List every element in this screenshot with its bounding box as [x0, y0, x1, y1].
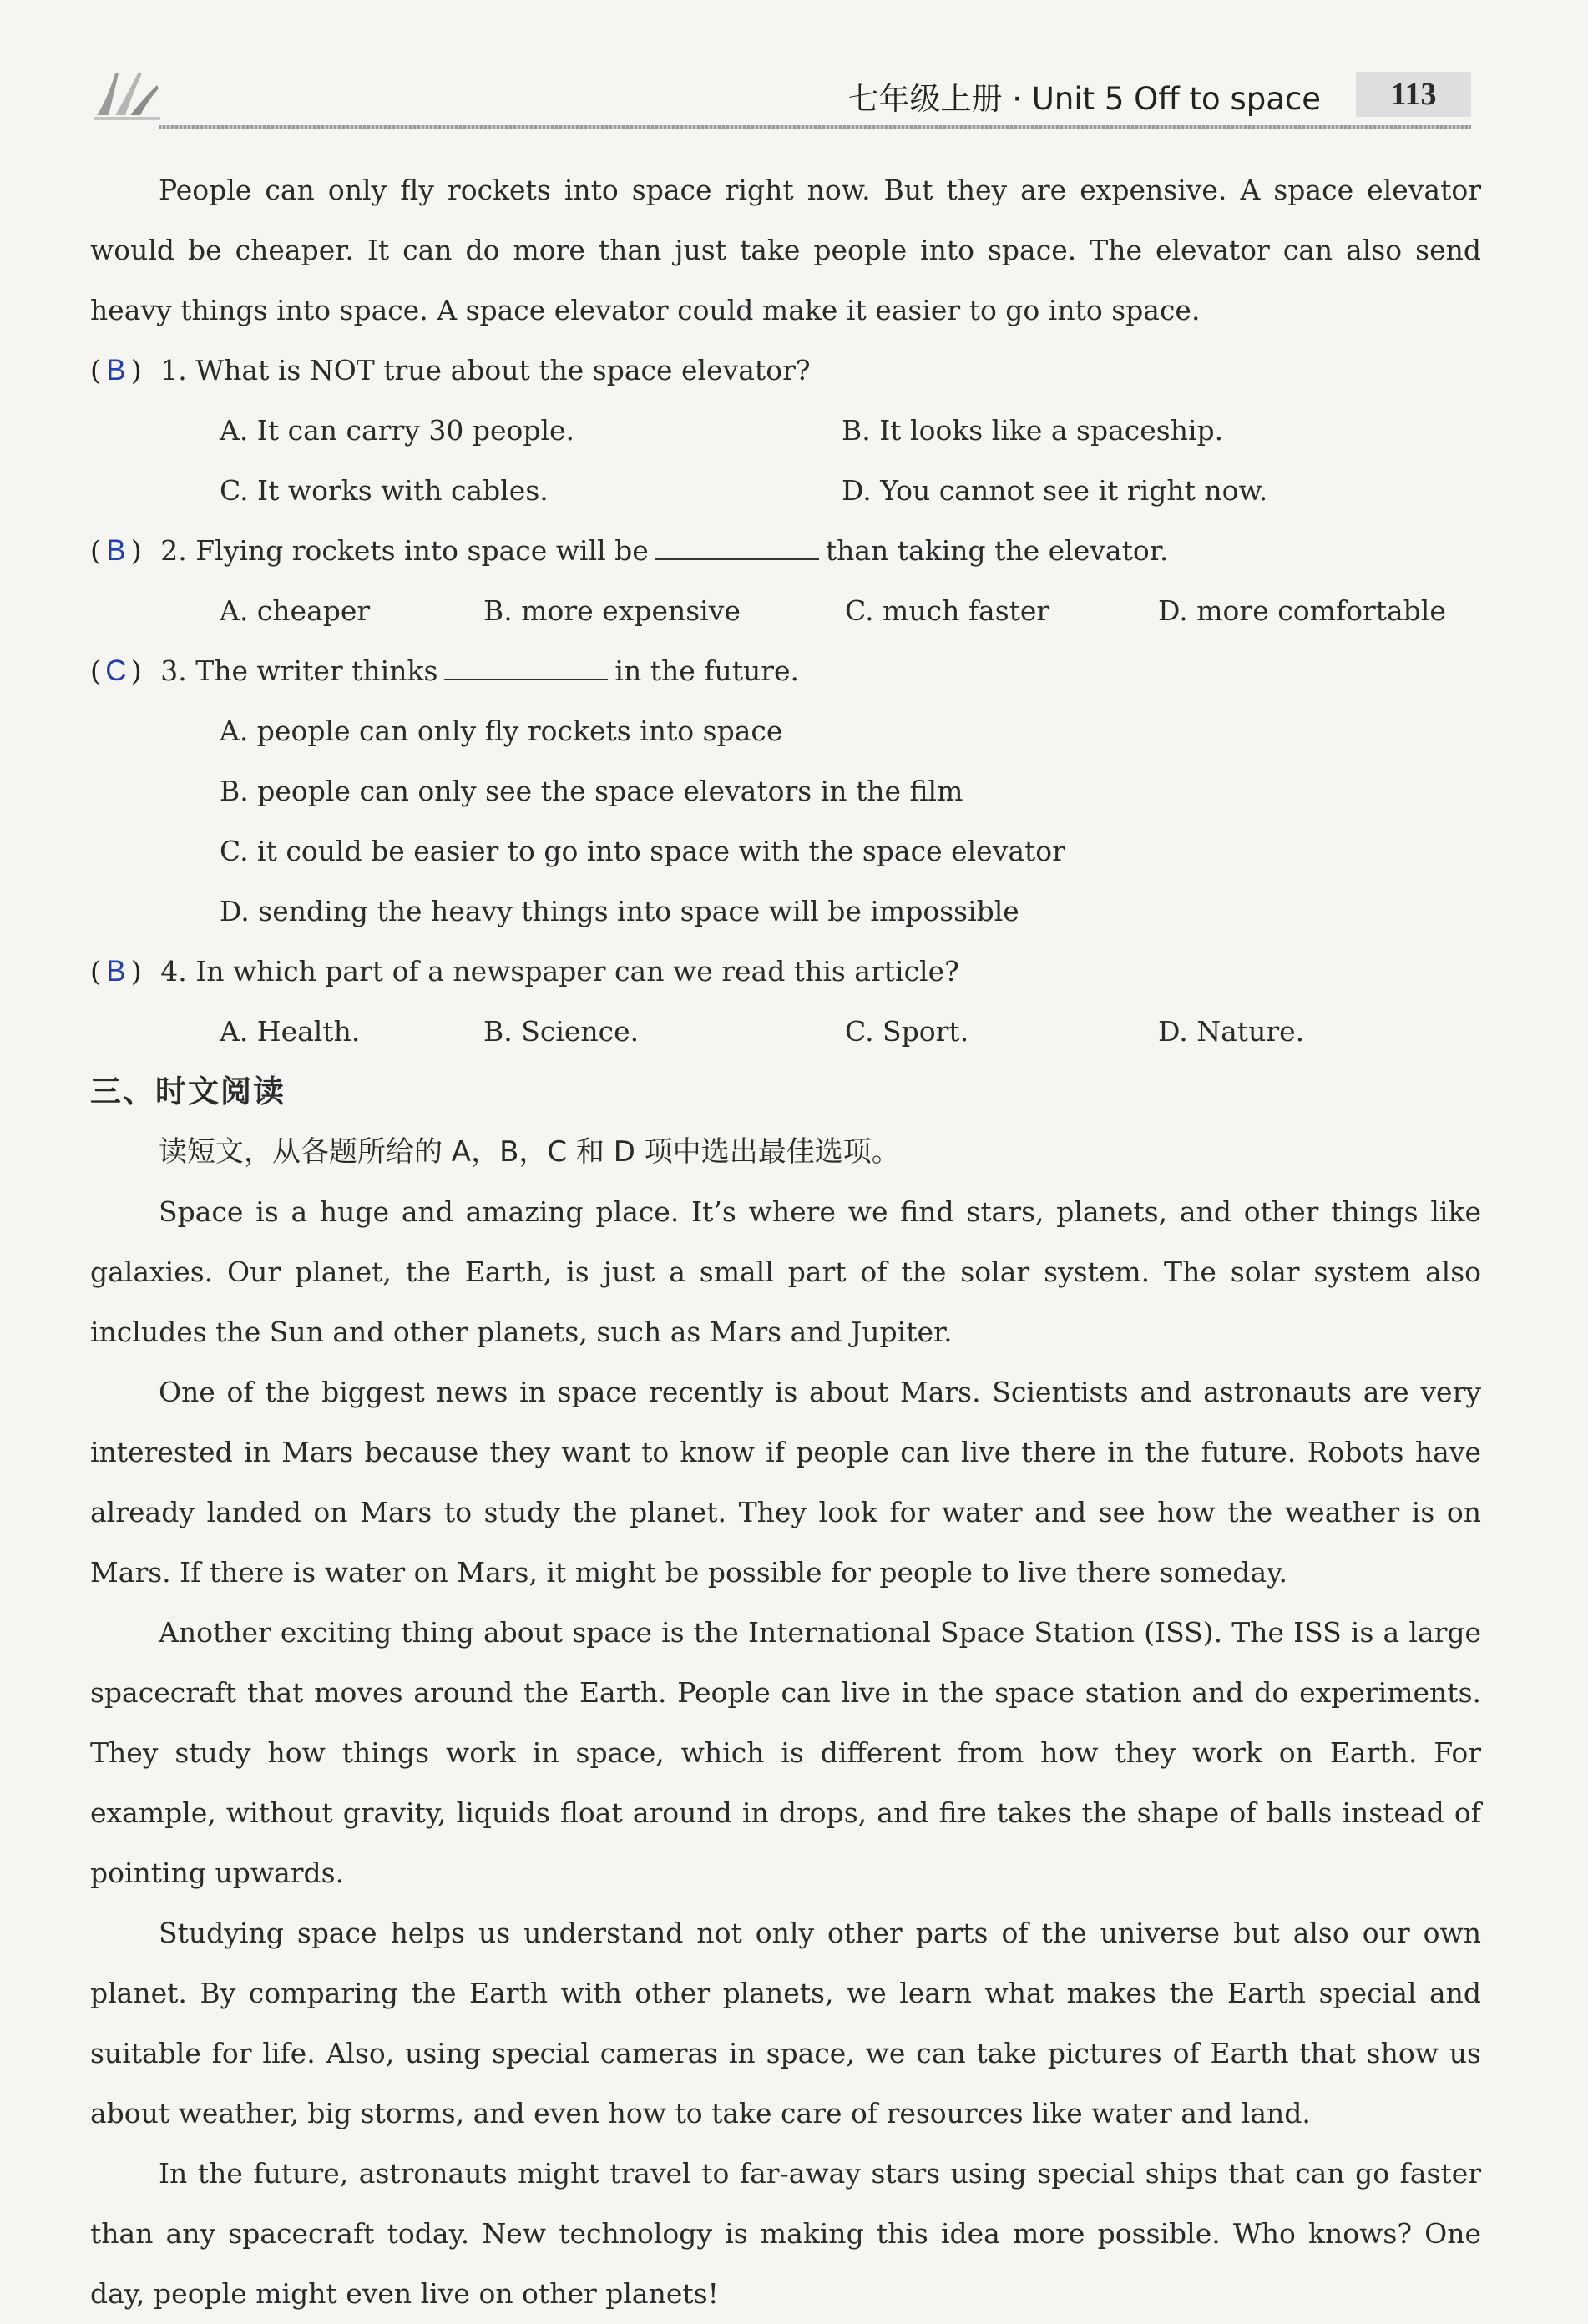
question-4 [90, 942, 1481, 1062]
option-a: A. people can only fly rockets into space [220, 715, 783, 747]
question-3 [90, 641, 1481, 942]
article-paragraph-2: One of the biggest news in space recently is about Mars. Scientists and astronauts are very interested in Mars because they want to know if people can live there in the future. Robots have already landed on Mars to study the planet. They look for water and see how the weather is on Mars. If there is water on Mars, it might be possible for people to live there someday. [90, 1376, 1481, 1589]
answer-mark: B [106, 534, 126, 567]
open-paren: ( [90, 654, 101, 687]
question-1 [90, 341, 1481, 521]
option-c: C. much faster [845, 594, 1050, 627]
question-stem [90, 521, 1481, 581]
question-text-after: in the future. [614, 654, 800, 687]
open-paren: ( [90, 534, 101, 567]
option-row [90, 461, 1481, 521]
answer-mark: C [105, 654, 127, 687]
question-text: In which part of a newspaper can we read this article? [195, 955, 959, 988]
option-b: B. more expensive [483, 594, 741, 627]
option-b: B. people can only see the space elevators in the film [220, 775, 963, 807]
question-text: What is NOT true about the space elevator? [195, 354, 811, 386]
close-paren: ) [130, 955, 142, 988]
question-stem [90, 942, 1481, 1002]
question-text-before: Flying rockets into space will be [195, 534, 649, 567]
section-instruction: 读短文，从各题所给的 A，B，C 和 D 项中选出最佳选项。 [159, 1135, 900, 1169]
article-paragraph-1: Space is a huge and amazing place. It’s where we find stars, planets, and other things like galaxies. Our planet, the Earth, is just a small part of the solar system. The solar system also includes the Sun and other planets, such as Mars and Jupiter. [90, 1195, 1481, 1348]
option-row [90, 581, 1481, 641]
option-c: C. Sport. [845, 1015, 969, 1048]
close-paren: ) [130, 354, 142, 386]
header-divider [159, 125, 1471, 129]
option-d: D. more comfortable [1158, 594, 1446, 627]
question-stem [90, 641, 1481, 701]
answer-mark: B [106, 955, 126, 988]
book-logo-icon [90, 67, 164, 125]
question-text-after: than taking the elevator. [825, 534, 1169, 567]
close-paren: ) [130, 534, 142, 567]
option-a: A. Health. [220, 1015, 361, 1048]
passage-paragraph: People can only fly rockets into space right now. But they are expensive. A space elevator would be cheaper. It can do more than just take people into space. The elevator can also send heavy things into space. A space elevator could make it easier to go into space. [90, 174, 1481, 326]
answer-blank [444, 654, 608, 680]
option-row [90, 1002, 1481, 1062]
question-2 [90, 521, 1481, 641]
question-number: 3. [160, 654, 187, 687]
article-paragraph-3: Another exciting thing about space is the International Space Station (ISS). The ISS is a large spacecraft that moves around the Earth. People can live in the space station and do experiments. They study how things work in space, which is different from how they work on Earth. For example, without gravity, liquids float around in drops, and fire takes the shape of balls instead of pointing upwards. [90, 1616, 1481, 1889]
page-number: 113 [1356, 72, 1471, 117]
answer-mark: B [106, 354, 126, 386]
close-paren: ) [130, 654, 142, 687]
question-stem [90, 341, 1481, 401]
option-d: D. You cannot see it right now. [842, 474, 1268, 507]
option-a: A. cheaper [220, 594, 371, 627]
option-a: A. It can carry 30 people. [220, 414, 575, 447]
option-c: C. It works with cables. [220, 474, 549, 507]
option-row [90, 401, 1481, 461]
question-number: 1. [160, 354, 187, 386]
option-d: D. Nature. [1158, 1015, 1305, 1048]
section-heading: 三、时文阅读 [90, 1074, 286, 1109]
question-text-before: The writer thinks [195, 654, 438, 687]
option-c: C. it could be easier to go into space with the space elevator [220, 835, 1065, 867]
option-d: D. sending the heavy things into space will be impossible [220, 895, 1019, 927]
answer-blank [655, 533, 819, 560]
option-b: B. It looks like a spaceship. [842, 414, 1224, 447]
option-b: B. Science. [483, 1015, 640, 1048]
page-content [90, 160, 1481, 2324]
article-paragraph-4: Studying space helps us understand not only other parts of the universe but also our own planet. By comparing the Earth with other planets, we learn what makes the Earth special and suitable for life. Also, using special cameras in space, we can take pictures of Earth that show us about weather, big storms, and even how to take care of resources like water and land. [90, 1917, 1481, 2129]
page-header [159, 68, 1471, 127]
open-paren: ( [90, 354, 101, 386]
article-paragraph-5: In the future, astronauts might travel to far-away stars using special ships that can go faster than any spacecraft today. New technology is making this idea more possible. Who knows? One day, people might even live on other planets! [90, 2157, 1481, 2310]
open-paren: ( [90, 955, 101, 988]
question-number: 2. [160, 534, 187, 567]
question-number: 4. [160, 955, 187, 988]
header-title: 七年级上册 · Unit 5 Off to space [847, 81, 1321, 117]
